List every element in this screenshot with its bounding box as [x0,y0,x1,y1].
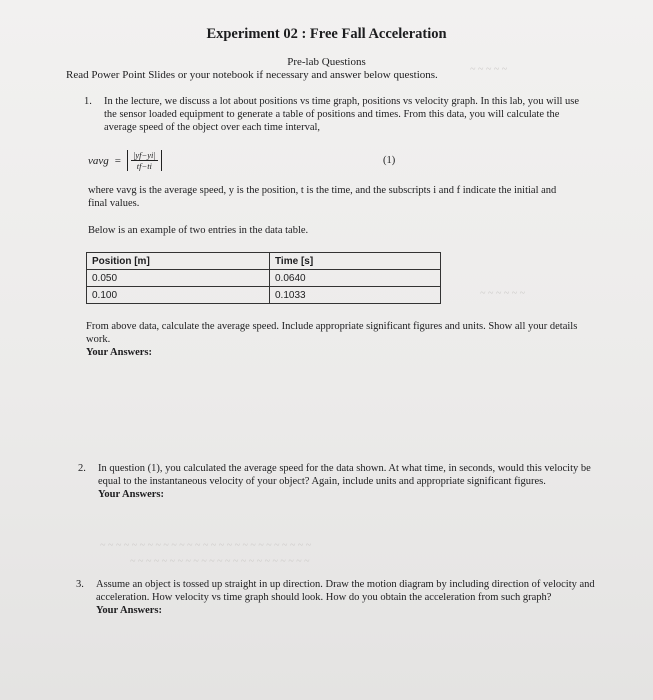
equation-number: (1) [383,155,396,166]
average-speed-formula [88,150,162,171]
data-table [86,252,441,304]
table-cell: 0.050 [87,270,270,287]
question-number: 3. [76,579,84,590]
formula-denominator: tf−ti [136,161,152,171]
formula-lhs: vavg [88,154,109,167]
bleed-through-text: ~ ~ ~ ~ ~ ~ ~ ~ ~ ~ ~ ~ ~ ~ ~ ~ ~ ~ ~ ~ ~ ~ ~ [130,556,310,567]
question-body [98,462,608,501]
your-answers-label: Your Answers: [98,489,165,500]
table-row [87,270,441,287]
question-text: Assume an object is tossed up straight in up direction. Draw the motion diagram by including direction of velocity and acceleration. How velocity vs time graph should look. How do you obtain the acceleration from such graph? [96,579,595,603]
document-title: Experiment 02 : Free Fall Acceleration [206,26,447,42]
question-body [96,578,621,617]
bleed-through-text: ~ ~ ~ ~ ~ ~ ~ ~ ~ ~ ~ ~ ~ ~ ~ ~ ~ ~ ~ ~ ~ ~ ~ ~ ~ ~ ~ [100,540,312,551]
table-header-row [87,253,441,270]
table-cell: 0.100 [87,287,270,304]
formula-equals: = [114,154,121,167]
bleed-through-text: ~ ~ ~ ~ ~ [470,64,508,75]
table-header-position: Position [m] [87,253,270,270]
formula-fraction [127,150,162,171]
your-answers-label: Your Answers: [86,347,153,358]
below-text: Below is an example of two entries in the data table. [88,225,309,236]
table-cell: 0.0640 [270,270,441,287]
formula-numerator: |yf−yi| [132,150,156,160]
table-header-time: Time [s] [270,253,441,270]
instruction-text: Read Power Point Slides or your notebook if necessary and answer below questions. [66,69,438,81]
question-text: In question (1), you calculated the average speed for the data shown. At what time, in seconds, would this velocity be equal to the instantaneous velocity of your object? Again, include units and appropriate significant figures. [98,463,591,487]
question-text: In the lecture, we discuss a lot about positions vs time graph, positions vs velocity graph. In this lab, you will use the sensor loaded equipment to generate a table of positions and times. From this data, you will calculate the average speed of the object over each time interval, [104,96,580,133]
q1-prompt-text: From above data, calculate the average speed. Include appropriate significant figures and units. Show all your details work. [86,321,578,345]
document-subtitle: Pre-lab Questions [287,56,366,68]
question-number: 2. [78,463,86,474]
question-number: 1. [84,96,92,107]
your-answers-label: Your Answers: [96,605,163,616]
q1-prompt [86,320,596,359]
table-row [87,287,441,304]
table-cell: 0.1033 [270,287,441,304]
where-text: where vavg is the average speed, y is the position, t is the time, and the subscripts i and f indicate the initial and final values. [88,185,557,209]
bleed-through-text: ~ ~ ~ ~ ~ ~ [480,288,525,299]
